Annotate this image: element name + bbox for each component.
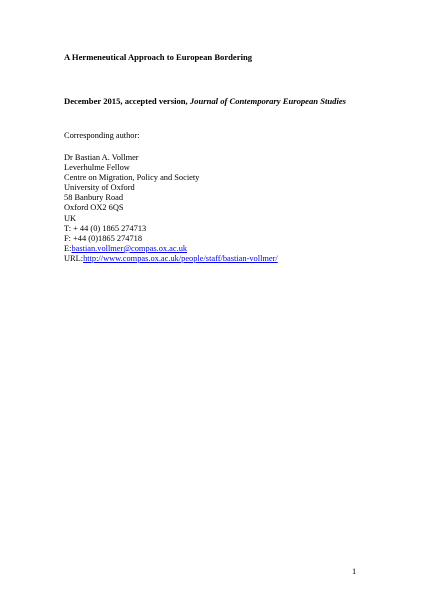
address-street: 58 Banbury Road (64, 193, 124, 203)
page-number: 1 (352, 567, 357, 576)
email-line (64, 244, 278, 254)
contact-block (64, 153, 278, 264)
corresponding-author-label: Corresponding author: (64, 131, 140, 140)
author-centre: Centre on Migration, Policy and Society (64, 173, 200, 183)
profile-url-link[interactable]: http://www.compas.ox.ac.uk/people/staff/bastian-vollmer/ (83, 253, 278, 263)
address-city: Oxford OX2 6QS (64, 203, 124, 213)
url-line (64, 254, 278, 264)
paper-title: A Hermeneutical Approach to European Bordering (64, 52, 253, 62)
url-prefix: URL: (64, 253, 84, 263)
phone-number: T: + 44 (0) 1865 274713 (64, 223, 147, 233)
author-name: Dr Bastian A. Vollmer (64, 153, 139, 162)
address-country: UK (64, 213, 77, 223)
fax-number: F: +44 (0)1865 274718 (64, 233, 143, 243)
author-university: University of Oxford (64, 183, 135, 193)
publication-status (64, 96, 346, 106)
author-position: Leverhulme Fellow (64, 163, 130, 173)
email-link[interactable]: bastian.vollmer@compas.ox.ac.uk (71, 243, 188, 253)
journal-name: Journal of Contemporary European Studies (189, 96, 347, 106)
status-prefix: December 2015, accepted version, (64, 96, 190, 106)
email-prefix: E: (64, 243, 72, 253)
